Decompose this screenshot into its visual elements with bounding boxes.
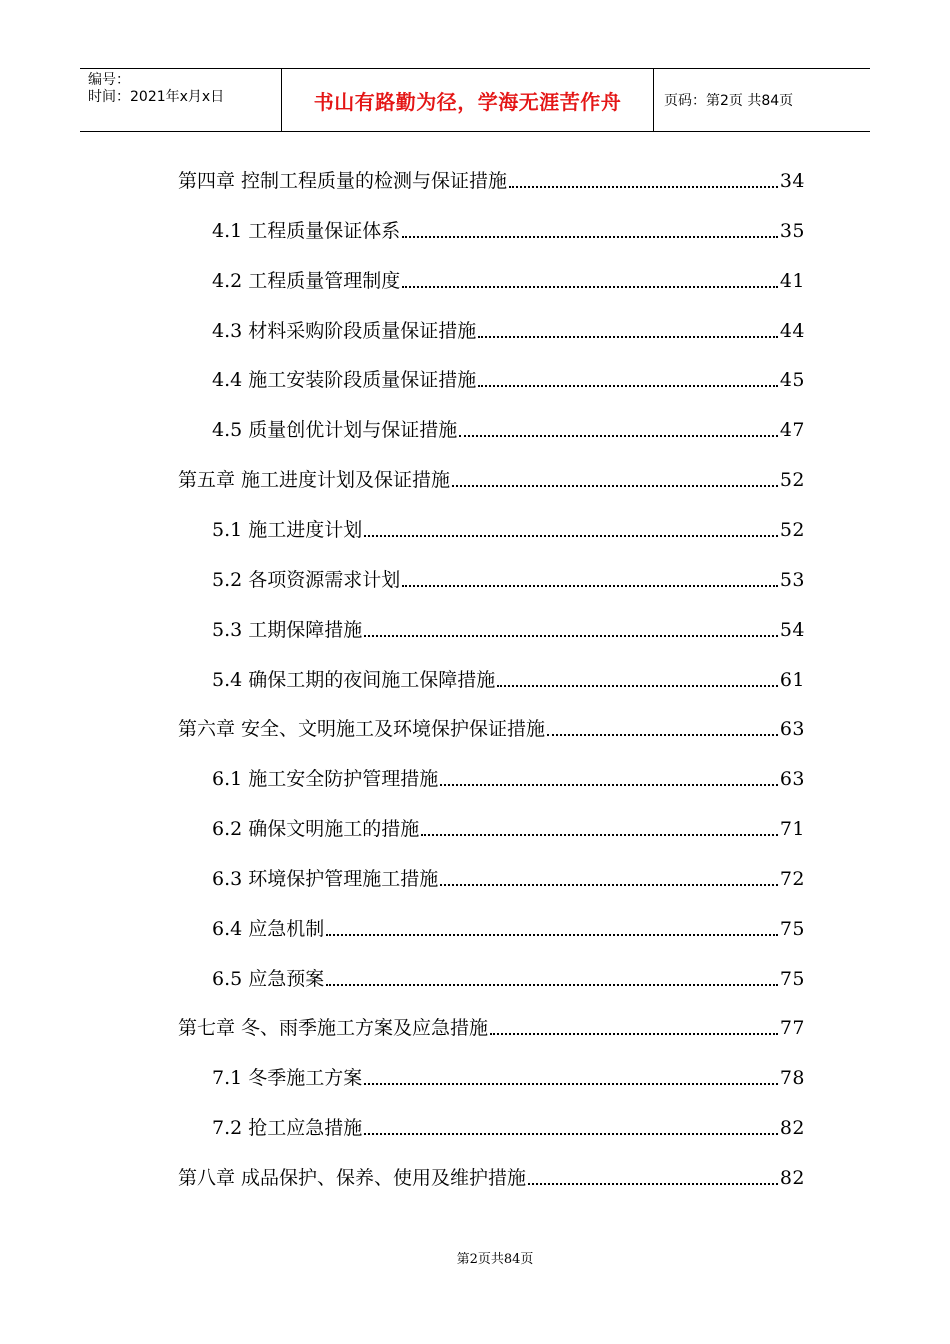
toc-entry-page: 44	[779, 320, 805, 342]
toc-dot-leader	[547, 734, 778, 736]
toc-entry-title: 7.1 冬季施工方案	[212, 1067, 363, 1089]
toc-entry-title: 6.4 应急机制	[212, 918, 325, 940]
toc-section-entry[interactable]	[212, 1060, 805, 1090]
toc-dot-leader	[421, 834, 778, 836]
toc-dot-leader	[326, 984, 778, 986]
toc-section-entry[interactable]	[212, 263, 805, 293]
toc-entry-title: 7.2 抢工应急措施	[212, 1117, 363, 1139]
toc-dot-leader	[364, 635, 778, 637]
toc-section-entry[interactable]	[212, 1110, 805, 1140]
toc-entry-page: 52	[779, 519, 805, 541]
toc-entry-page: 41	[779, 270, 805, 292]
toc-entry-page: 63	[779, 768, 805, 790]
toc-entry-title: 5.1 施工进度计划	[212, 519, 363, 541]
toc-entry-title: 6.2 确保文明施工的措施	[212, 818, 420, 840]
toc-dot-leader	[490, 1033, 778, 1035]
toc-entry-title: 6.5 应急预案	[212, 968, 325, 990]
toc-entry-title: 4.2 工程质量管理制度	[212, 270, 401, 292]
toc-entry-title: 6.3 环境保护管理施工措施	[212, 868, 439, 890]
toc-section-entry[interactable]	[212, 662, 805, 692]
toc-section-entry[interactable]	[212, 412, 805, 442]
toc-dot-leader	[402, 585, 778, 587]
toc-dot-leader	[459, 435, 778, 437]
toc-entry-title: 4.5 质量创优计划与保证措施	[212, 419, 458, 441]
toc-entry-page: 63	[779, 718, 805, 740]
toc-section-entry[interactable]	[212, 861, 805, 891]
header-time-label: 时间：2021年x月x日	[88, 89, 225, 105]
toc-section-entry[interactable]	[212, 911, 805, 941]
page-header	[80, 68, 870, 132]
toc-entry-page: 35	[779, 220, 805, 242]
toc-entry-title: 4.4 施工安装阶段质量保证措施	[212, 369, 477, 391]
toc-section-entry[interactable]	[212, 213, 805, 243]
toc-dot-leader	[326, 934, 778, 936]
toc-dot-leader	[478, 385, 778, 387]
toc-dot-leader	[497, 685, 778, 687]
toc-dot-leader	[509, 186, 778, 188]
toc-entry-page: 82	[779, 1167, 805, 1189]
toc-entry-page: 78	[779, 1067, 805, 1089]
header-meta	[80, 69, 282, 131]
toc-entry-title: 4.3 材料采购阶段质量保证措施	[212, 320, 477, 342]
toc-dot-leader	[528, 1183, 778, 1185]
toc-entry-page: 72	[779, 868, 805, 890]
toc-chapter-entry[interactable]	[178, 711, 805, 741]
toc-entry-title: 第八章 成品保护、保养、使用及维护措施	[178, 1167, 527, 1189]
toc-entry-title: 第七章 冬、雨季施工方案及应急措施	[178, 1017, 489, 1039]
page-footer	[0, 1248, 950, 1267]
toc-section-entry[interactable]	[212, 761, 805, 791]
header-page-label: 页码：第2页 共84页	[664, 93, 794, 109]
toc-dot-leader	[440, 784, 778, 786]
toc-entry-page: 71	[779, 818, 805, 840]
toc-dot-leader	[440, 884, 778, 886]
toc-entry-title: 4.1 工程质量保证体系	[212, 220, 401, 242]
header-number-label: 编号：	[88, 72, 130, 88]
toc-chapter-entry[interactable]	[178, 1160, 805, 1190]
toc-entry-page: 45	[779, 369, 805, 391]
toc-entry-page: 52	[779, 469, 805, 491]
toc-chapter-entry[interactable]	[178, 1010, 805, 1040]
toc-entry-page: 34	[779, 170, 805, 192]
toc-entry-title: 6.1 施工安全防护管理措施	[212, 768, 439, 790]
toc-entry-page: 61	[779, 669, 805, 691]
toc-dot-leader	[364, 1083, 778, 1085]
toc-section-entry[interactable]	[212, 811, 805, 841]
toc-entry-title: 第四章 控制工程质量的检测与保证措施	[178, 170, 508, 192]
toc-dot-leader	[364, 535, 778, 537]
toc-entry-page: 54	[779, 619, 805, 641]
footer-page-number: 第2页共84页	[456, 1252, 534, 1267]
toc-section-entry[interactable]	[212, 313, 805, 343]
toc-entry-page: 75	[779, 918, 805, 940]
toc-entry-page: 82	[779, 1117, 805, 1139]
toc-entry-page: 77	[779, 1017, 805, 1039]
toc-dot-leader	[402, 286, 778, 288]
toc-entry-title: 5.4 确保工期的夜间施工保障措施	[212, 669, 496, 691]
toc-section-entry[interactable]	[212, 961, 805, 991]
toc-section-entry[interactable]	[212, 612, 805, 642]
toc-section-entry[interactable]	[212, 512, 805, 542]
toc-dot-leader	[452, 485, 778, 487]
toc-entry-title: 5.3 工期保障措施	[212, 619, 363, 641]
toc-dot-leader	[402, 236, 778, 238]
toc-chapter-entry[interactable]	[178, 163, 805, 193]
toc-dot-leader	[364, 1133, 778, 1135]
toc-entry-title: 第六章 安全、文明施工及环境保护保证措施	[178, 718, 546, 740]
header-motto: 书山有路勤为径，学海无涯苦作舟	[313, 89, 622, 114]
toc-entry-page: 75	[779, 968, 805, 990]
header-page-cell	[654, 69, 870, 131]
toc-entry-title: 5.2 各项资源需求计划	[212, 569, 401, 591]
toc-dot-leader	[478, 336, 778, 338]
toc-section-entry[interactable]	[212, 562, 805, 592]
header-motto-cell	[282, 69, 654, 131]
toc-entry-title: 第五章 施工进度计划及保证措施	[178, 469, 451, 491]
toc-entry-page: 53	[779, 569, 805, 591]
toc-section-entry[interactable]	[212, 362, 805, 392]
toc-entry-page: 47	[779, 419, 805, 441]
toc-chapter-entry[interactable]	[178, 462, 805, 492]
